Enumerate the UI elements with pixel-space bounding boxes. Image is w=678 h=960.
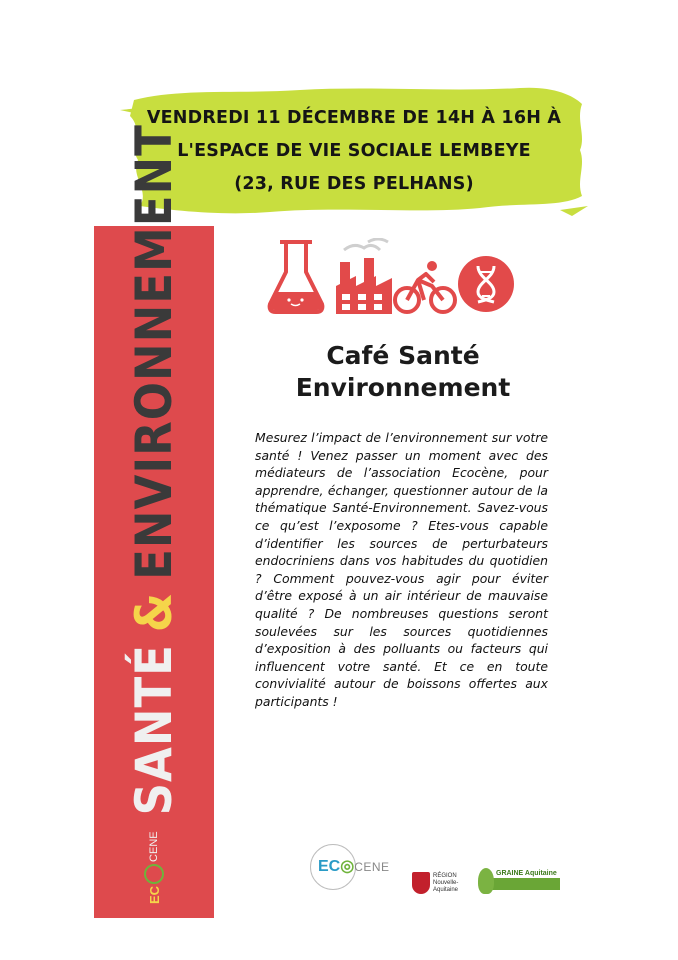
logo-suffix: CENE <box>148 831 160 862</box>
logo-prefix: EC <box>146 885 162 904</box>
graine-logo <box>478 866 560 896</box>
sidebar-vertical-title <box>94 124 214 918</box>
sidebar-band <box>94 124 214 918</box>
region-line-1: RÉGION <box>433 872 457 879</box>
title-line-1: Café Santé <box>326 341 480 370</box>
ecocene-o-icon: ◎ <box>340 858 355 875</box>
sidebar-word-sante: SANTÉ <box>125 644 183 816</box>
banner-line-date: VENDREDI 11 DÉCEMBRE DE 14H À 16H À <box>146 108 562 128</box>
region-line-2: Nouvelle- <box>433 879 459 886</box>
banner-text <box>120 102 588 201</box>
theme-icons <box>262 238 522 318</box>
flask-icon <box>270 242 323 312</box>
region-logo <box>412 870 458 896</box>
lion-shield-icon <box>412 872 430 894</box>
ecocene-logo <box>310 844 396 890</box>
description-paragraph: Mesurez l’impact de l’environnement sur votre santé ! Venez passer un moment avec des médiateurs de l’association Ecocène, pour apprendre, échanger, questionner autour de la thématique Santé-Environnement. Savez-vous ce qu’est l’exposome ? Etes-vous capable d’identifier les sources de perturbateurs endocriniens dans vos habitudes du quotidien ? Comment pouvez-vous agir pour éviter d’être exposé à un air intérieur de mauvaise qualité ? De nombreuses questions seront soulevées sur les sources quotidiennes d’exposition à des polluants ou facteurs qui influencent votre santé. Et ce en toute convivialité autour de boissons offertes aux participants ! <box>255 430 548 709</box>
sidebar-word-environnement: ENVIRONNEMENT <box>125 124 183 580</box>
page-title <box>258 340 548 404</box>
globe-icon <box>144 864 164 884</box>
banner-line-place: L'ESPACE DE VIE SOCIALE LEMBEYE <box>177 141 531 161</box>
ecocene-logo-prefix: EC <box>318 858 341 875</box>
factory-icon <box>336 239 392 314</box>
region-line-3: Aquitaine <box>433 886 459 893</box>
title-line-2: Environnement <box>295 373 511 402</box>
sidebar-ecocene-logo <box>144 831 164 904</box>
ecocene-logo-suffix: CENE <box>354 860 390 874</box>
bicycle-icon <box>395 261 455 312</box>
dna-icon <box>458 256 514 312</box>
leaf-icon <box>478 868 494 894</box>
banner-line-address: (23, RUE DES PELHANS) <box>234 174 474 194</box>
partner-logos <box>306 840 576 900</box>
graine-logo-text: GRAINE Aquitaine <box>496 870 557 877</box>
event-banner <box>120 80 588 220</box>
sidebar-ampersand: & <box>125 591 183 633</box>
